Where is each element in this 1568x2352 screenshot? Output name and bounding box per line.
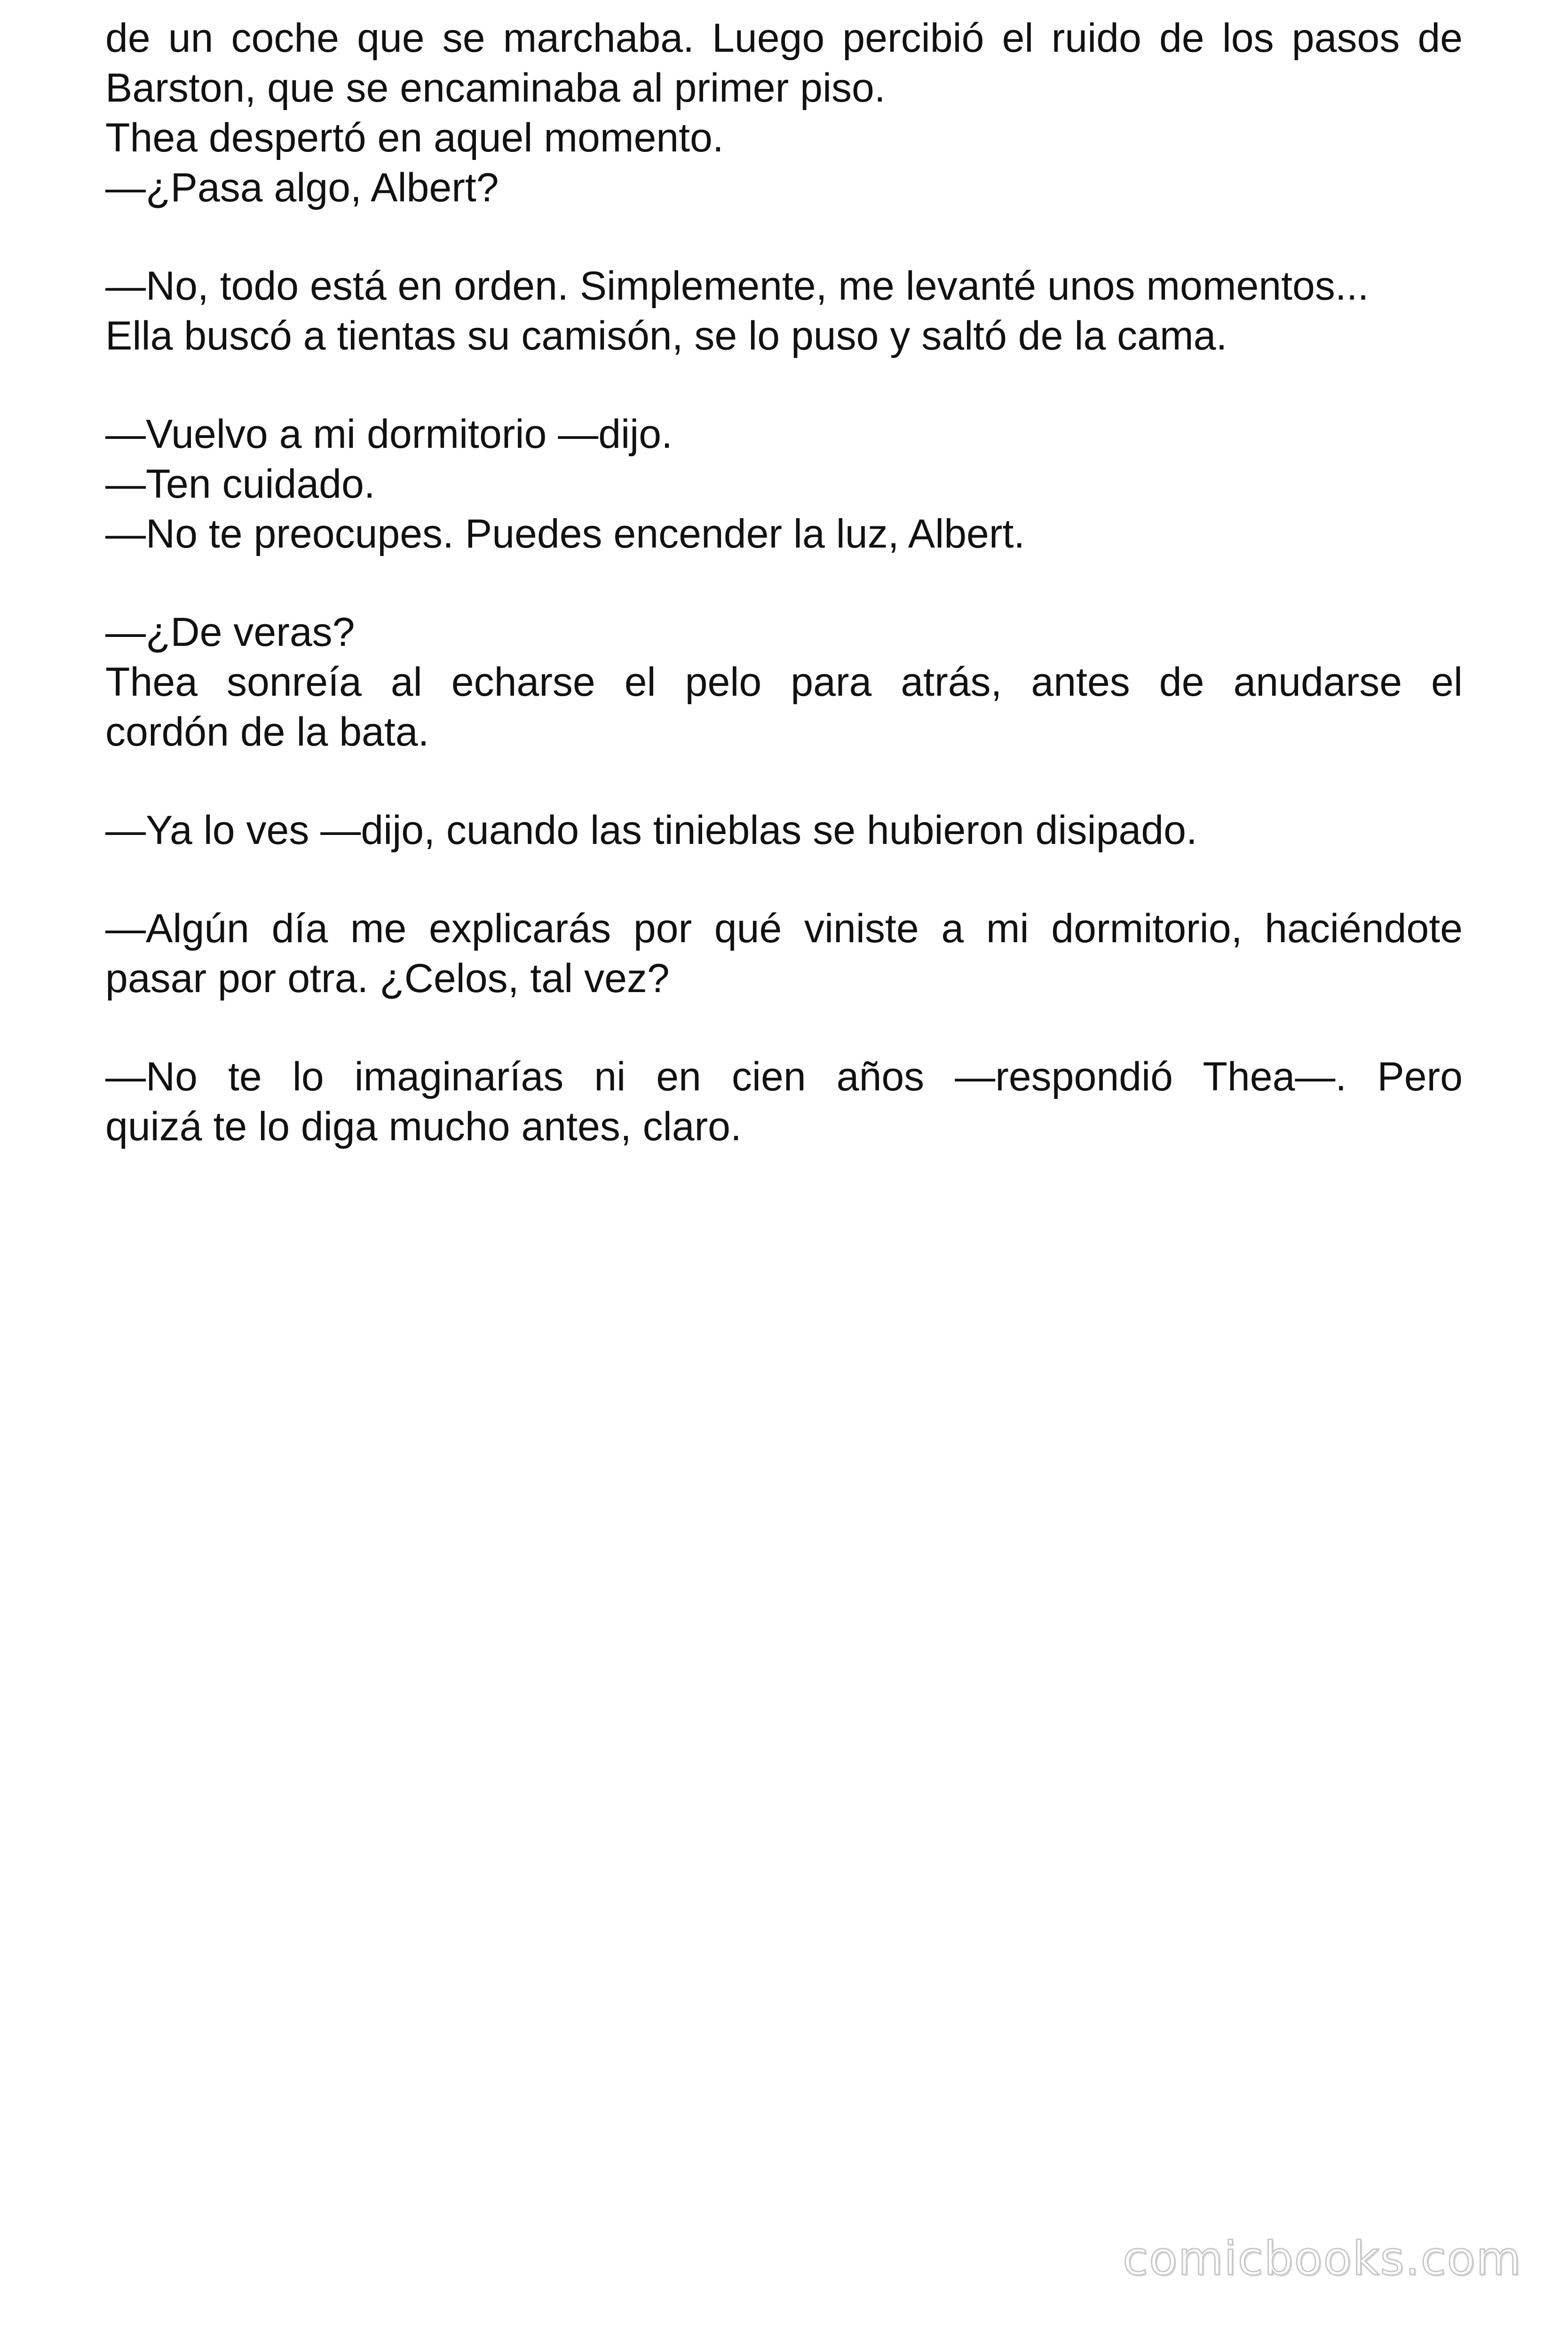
text-line: Thea sonreía al echarse el pelo para atrás, antes de anudarse el — [105, 660, 1463, 705]
text-line: cordón de la bata. — [105, 709, 429, 755]
text-line: —Ya lo ves —dijo, cuando las tinieblas se hubieron disipado. — [105, 808, 1197, 853]
text-line: quizá te lo diga mucho antes, claro. — [105, 1104, 742, 1149]
text-line: Ella buscó a tientas su camisón, se lo puso y saltó de la cama. — [105, 313, 1227, 358]
watermark-logo: comicbooks.com — [1123, 2232, 1522, 2286]
text-line: Thea despertó en aquel momento. — [105, 115, 724, 160]
text-line: —Vuelvo a mi dormitorio —dijo. — [105, 412, 673, 457]
text-line: —¿De veras? — [105, 610, 355, 655]
text-line: —No te preocupes. Puedes encender la luz, Albert. — [105, 511, 1025, 556]
text-line: —No, todo está en orden. Simplemente, me levanté unos momentos... — [105, 263, 1369, 309]
text-line: —No te lo imaginarías ni en cien años —respondió Thea—. Pero — [105, 1054, 1463, 1099]
paragraph — [105, 607, 1463, 757]
text-line: Barston, que se encaminaba al primer piso. — [105, 65, 886, 111]
text-line: pasar por otra. ¿Celos, tal vez? — [105, 956, 670, 1001]
text-line: —Algún día me explicarás por qué viniste a mi dormitorio, haciéndote — [105, 906, 1463, 951]
paragraph — [105, 805, 1463, 855]
text-line: de un coche que se marchaba. Luego percibió el ruido de los pasos de — [105, 16, 1463, 61]
paragraph — [105, 904, 1463, 1003]
paragraph — [105, 13, 1463, 213]
text-line: —¿Pasa algo, Albert? — [105, 165, 499, 210]
paragraph — [105, 409, 1463, 559]
paragraph — [105, 1052, 1463, 1152]
document-page — [105, 13, 1463, 1200]
text-line: —Ten cuidado. — [105, 461, 375, 507]
paragraph — [105, 261, 1463, 361]
